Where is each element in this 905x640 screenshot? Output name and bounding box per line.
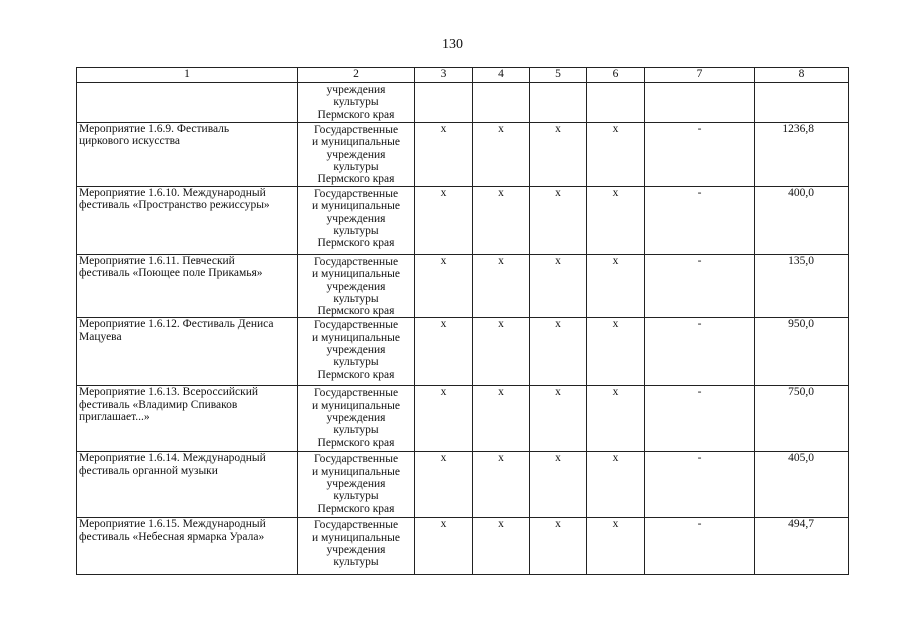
mark-cell: х xyxy=(473,318,530,386)
cell-text: Государственные и муниципальные учреждения культуры Пермского края xyxy=(311,319,400,381)
empty-cell xyxy=(473,83,530,123)
amount-cell: 950,0 xyxy=(755,318,849,386)
mark-cell: х xyxy=(415,518,473,575)
activity-name-cell xyxy=(77,386,298,452)
mark-cell: х xyxy=(587,255,645,318)
mark-cell: х xyxy=(530,518,587,575)
empty-cell xyxy=(755,83,849,123)
cell-text: Государственные и муниципальные учреждения культуры Пермского края xyxy=(311,387,400,449)
table-row xyxy=(77,255,849,318)
header-row xyxy=(77,68,849,83)
page-number: 130 xyxy=(442,37,463,52)
cell-text: Государственные и муниципальные учреждения культуры Пермского края xyxy=(311,188,400,250)
dash-cell: - xyxy=(645,518,755,575)
table-row xyxy=(77,518,849,575)
empty-cell xyxy=(530,83,587,123)
mark-cell: х xyxy=(530,123,587,187)
executor-cell xyxy=(298,318,415,386)
cell-text: Государственные и муниципальные учреждения культуры Пермского края xyxy=(311,256,400,318)
dash-cell: - xyxy=(645,123,755,187)
continuation-row xyxy=(77,83,849,123)
cell-text: Мероприятие 1.6.15. Международный фестиваль «Небесная ярмарка Урала» xyxy=(79,518,266,543)
executor-cell xyxy=(298,83,415,123)
mark-cell: х xyxy=(415,318,473,386)
dash-cell: - xyxy=(645,318,755,386)
amount-cell: 400,0 xyxy=(755,187,849,255)
mark-cell: х xyxy=(587,518,645,575)
executor-cell xyxy=(298,452,415,518)
activity-name-cell xyxy=(77,518,298,575)
amount-cell: 494,7 xyxy=(755,518,849,575)
mark-cell: х xyxy=(587,187,645,255)
column-header-7: 7 xyxy=(645,68,755,83)
mark-cell: х xyxy=(587,452,645,518)
table-row xyxy=(77,318,849,386)
mark-cell: х xyxy=(530,452,587,518)
cell-text: Государственные и муниципальные учреждения культуры xyxy=(311,519,400,569)
cell-text: Мероприятие 1.6.13. Всероссийский фестиваль «Владимир Спиваков приглашает...» xyxy=(79,386,259,424)
table-row xyxy=(77,452,849,518)
mark-cell: х xyxy=(415,187,473,255)
mark-cell: х xyxy=(415,255,473,318)
mark-cell: х xyxy=(530,318,587,386)
mark-cell: х xyxy=(473,386,530,452)
empty-cell xyxy=(587,83,645,123)
mark-cell: х xyxy=(530,187,587,255)
column-header-6: 6 xyxy=(587,68,645,83)
cell-text: Мероприятие 1.6.9. Фестиваль циркового искусства xyxy=(79,123,230,148)
activity-name-cell xyxy=(77,452,298,518)
mark-cell: х xyxy=(587,123,645,187)
column-header-4: 4 xyxy=(473,68,530,83)
executor-cell xyxy=(298,255,415,318)
executor-cell xyxy=(298,187,415,255)
mark-cell: х xyxy=(415,452,473,518)
mark-cell: х xyxy=(530,255,587,318)
budget-table xyxy=(76,67,849,575)
activity-name-cell xyxy=(77,123,298,187)
cell-text: Государственные и муниципальные учреждения культуры Пермского края xyxy=(311,124,400,186)
mark-cell: х xyxy=(473,187,530,255)
mark-cell: х xyxy=(473,452,530,518)
dash-cell: - xyxy=(645,452,755,518)
mark-cell: х xyxy=(415,123,473,187)
cell-text: Мероприятие 1.6.14. Международный фестиваль органной музыки xyxy=(79,452,266,477)
table-row xyxy=(77,123,849,187)
activity-name-cell xyxy=(77,83,298,123)
activity-name-cell xyxy=(77,187,298,255)
mark-cell: х xyxy=(473,255,530,318)
dash-cell: - xyxy=(645,255,755,318)
column-header-1: 1 xyxy=(77,68,298,83)
cell-text: Мероприятие 1.6.11. Певческий фестиваль «Поющее поле Прикамья» xyxy=(79,255,263,280)
cell-text: Мероприятие 1.6.12. Фестиваль Дениса Мацуева xyxy=(79,318,274,343)
dash-cell: - xyxy=(645,386,755,452)
empty-cell xyxy=(645,83,755,123)
table-row xyxy=(77,187,849,255)
executor-cell xyxy=(298,123,415,187)
cell-text: Государственные и муниципальные учреждения культуры Пермского края xyxy=(311,453,400,515)
activity-name-cell xyxy=(77,318,298,386)
column-header-5: 5 xyxy=(530,68,587,83)
column-header-8: 8 xyxy=(755,68,849,83)
column-header-2: 2 xyxy=(298,68,415,83)
amount-cell: 1236,8 xyxy=(755,123,849,187)
mark-cell: х xyxy=(473,518,530,575)
cell-text: Мероприятие 1.6.10. Международный фестиваль «Пространство режиссуры» xyxy=(79,187,270,212)
amount-cell: 405,0 xyxy=(755,452,849,518)
executor-cell xyxy=(298,386,415,452)
table-row xyxy=(77,386,849,452)
activity-name-cell xyxy=(77,255,298,318)
mark-cell: х xyxy=(415,386,473,452)
empty-cell xyxy=(415,83,473,123)
column-header-3: 3 xyxy=(415,68,473,83)
amount-cell: 135,0 xyxy=(755,255,849,318)
amount-cell: 750,0 xyxy=(755,386,849,452)
mark-cell: х xyxy=(587,386,645,452)
dash-cell: - xyxy=(645,187,755,255)
cell-text: учреждения культуры Пермского края xyxy=(317,84,395,121)
mark-cell: х xyxy=(530,386,587,452)
executor-cell xyxy=(298,518,415,575)
mark-cell: х xyxy=(587,318,645,386)
table-body xyxy=(77,68,849,575)
mark-cell: х xyxy=(473,123,530,187)
